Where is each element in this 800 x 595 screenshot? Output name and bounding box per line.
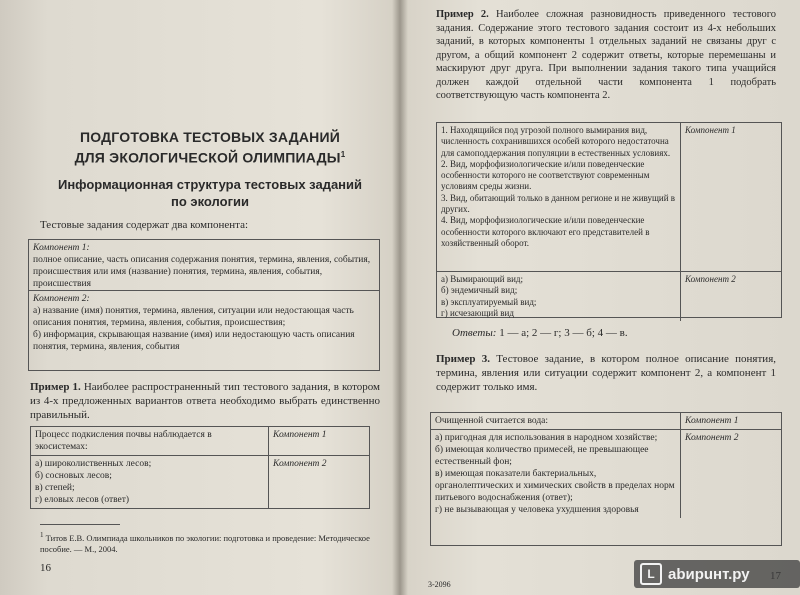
example3-answers-component: Компонент 2 — [685, 433, 739, 443]
section-subtitle-line2: по экологии — [171, 194, 249, 209]
title-footnote-mark: 1 — [340, 150, 346, 159]
example3-text: Тестовое задание, в котором полное описание понятия, термина, явления или ситуации содержит компонент 2, а компонент 1 содержит только имя. — [436, 353, 776, 393]
example3-question-component: Компонент 1 — [685, 416, 739, 426]
example3-answers: а) пригодная для использования в народном хозяйстве; б) имеющая количество примесей, не превышающее естественный фон; в) имеющая показатели бактериальных, органолептических и химических свойств в пределах норм питьевого водоснабжения (ответ); г) не вызывающая у человека ухудшения здоровья — [431, 430, 681, 518]
example1-label: Пример 1. — [30, 381, 81, 393]
example2-table — [436, 122, 782, 318]
footnote-mark: 1 — [40, 531, 44, 539]
example1-answers-row — [31, 455, 369, 508]
chapter-title-line2 — [40, 146, 380, 167]
chapter-title — [40, 128, 380, 167]
example2-answers-row — [437, 271, 781, 321]
example1-paragraph — [30, 380, 380, 422]
chapter-title-line2-text: ДЛЯ ЭКОЛОГИЧЕСКОЙ ОЛИМПИАДЫ — [74, 149, 341, 166]
example1-question: Процесс подкисления почвы наблюдается в экосистемах: — [31, 427, 269, 455]
component2-header: Компонент 2: — [33, 294, 90, 304]
example1-answers-component: Компонент 2 — [273, 459, 327, 469]
chapter-title-line1: ПОДГОТОВКА ТЕСТОВЫХ ЗАДАНИЙ — [79, 129, 341, 145]
example3-label: Пример 3. — [436, 353, 490, 365]
example1-table — [30, 426, 370, 509]
component1-cell — [29, 240, 379, 290]
example2-question-component: Компонент 1 — [685, 125, 736, 135]
footnote-text: Титов Е.В. Олимпиада школьников по экологии: подготовка и проведение: Методическое пособие. — М., 2004. — [40, 532, 370, 554]
example1-text: Наиболее распространенный тип тестового задания, в котором из 4-х предложенных вариантов ответа необходимо выбрать единственно правильный. — [30, 381, 380, 421]
example3-answers-row — [431, 429, 781, 518]
footnote — [40, 530, 370, 555]
footnote-divider — [40, 524, 120, 525]
component2-text-a: а) название (имя) понятия, термина, явления, ситуации или недостающая часть описания понятия, термина, явления, события, происшествия; — [33, 306, 354, 328]
example3-question-row — [431, 413, 781, 429]
example2-answers: а) Вымирающий вид; б) эндемичный вид; в) эксплуатируемый вид; г) исчезающий вид — [437, 272, 681, 321]
component2-text-b: б) информация, скрывающая название (имя) или недостающую часть описания понятия, термина, явления, события — [33, 330, 355, 352]
answers-label: Ответы: — [452, 327, 497, 339]
answers-line — [452, 326, 772, 340]
example2-answers-component: Компонент 2 — [685, 274, 736, 284]
example3-paragraph — [436, 352, 776, 394]
printer-signature: 3-2096 — [428, 580, 451, 589]
example2-text: Наиболее сложная разновидность приведенного тестового задания. Содержание этого тестового задания состоит из 4-х небольших заданий, в которых компоненты 1 отдельных заданий не связаны друг с другом, а общий компонент 2 содержит ответы, которые перемешаны и маскируют друг друга. При выполнении задания такого типа учащийся должен каждой отдельной части компонента 1 подобрать соответствующую часть компонента 2. — [436, 9, 776, 101]
page-number-left: 16 — [40, 562, 51, 574]
watermark-text: abирuнт.ру — [668, 565, 750, 583]
intro-paragraph: Тестовые задания содержат два компонента: — [40, 219, 249, 231]
example2-question-row — [437, 123, 781, 271]
component2-cell — [29, 290, 379, 355]
example2-paragraph — [436, 8, 776, 103]
components-box — [28, 239, 380, 371]
section-subtitle-line1: Информационная структура тестовых заданий — [57, 177, 363, 192]
component1-text: полное описание, часть описания содержания понятия, термина, явления, события, происшествия или имя (название) понятия, термина, явления, события, происшествия — [33, 255, 371, 289]
example1-question-component: Компонент 1 — [273, 430, 327, 440]
example2-label: Пример 2. — [436, 9, 489, 20]
example2-questions: 1. Находящийся под угрозой полного вымирания вид, численность сохранившихся особей которого недостаточна для самоподдержания популяции в естественных условиях. 2. Вид, морфофизиологические и/или поведенческие особенности которого не соответствуют современным условиям среды жизни. 3. Вид, обитающий только в данном регионе и не живущий в других. 4. Вид, морфофизиологические и/или поведенческие особенности которого включают его представителей в хозяйственный оборот. — [437, 123, 681, 271]
section-subtitle — [40, 176, 380, 210]
site-watermark — [634, 560, 800, 588]
example1-question-row — [31, 427, 369, 455]
right-page — [400, 0, 800, 595]
component1-header: Компонент 1: — [33, 243, 90, 253]
answers-text: 1 — а; 2 — г; 3 — б; 4 — в. — [499, 327, 628, 339]
watermark-logo-icon: L — [640, 563, 662, 585]
example3-question: Очищенной считается вода: — [431, 413, 681, 429]
example1-answers: а) широколиственных лесов; б) сосновых лесов; в) степей; г) еловых лесов (ответ) — [31, 456, 269, 508]
example3-table — [430, 412, 782, 546]
